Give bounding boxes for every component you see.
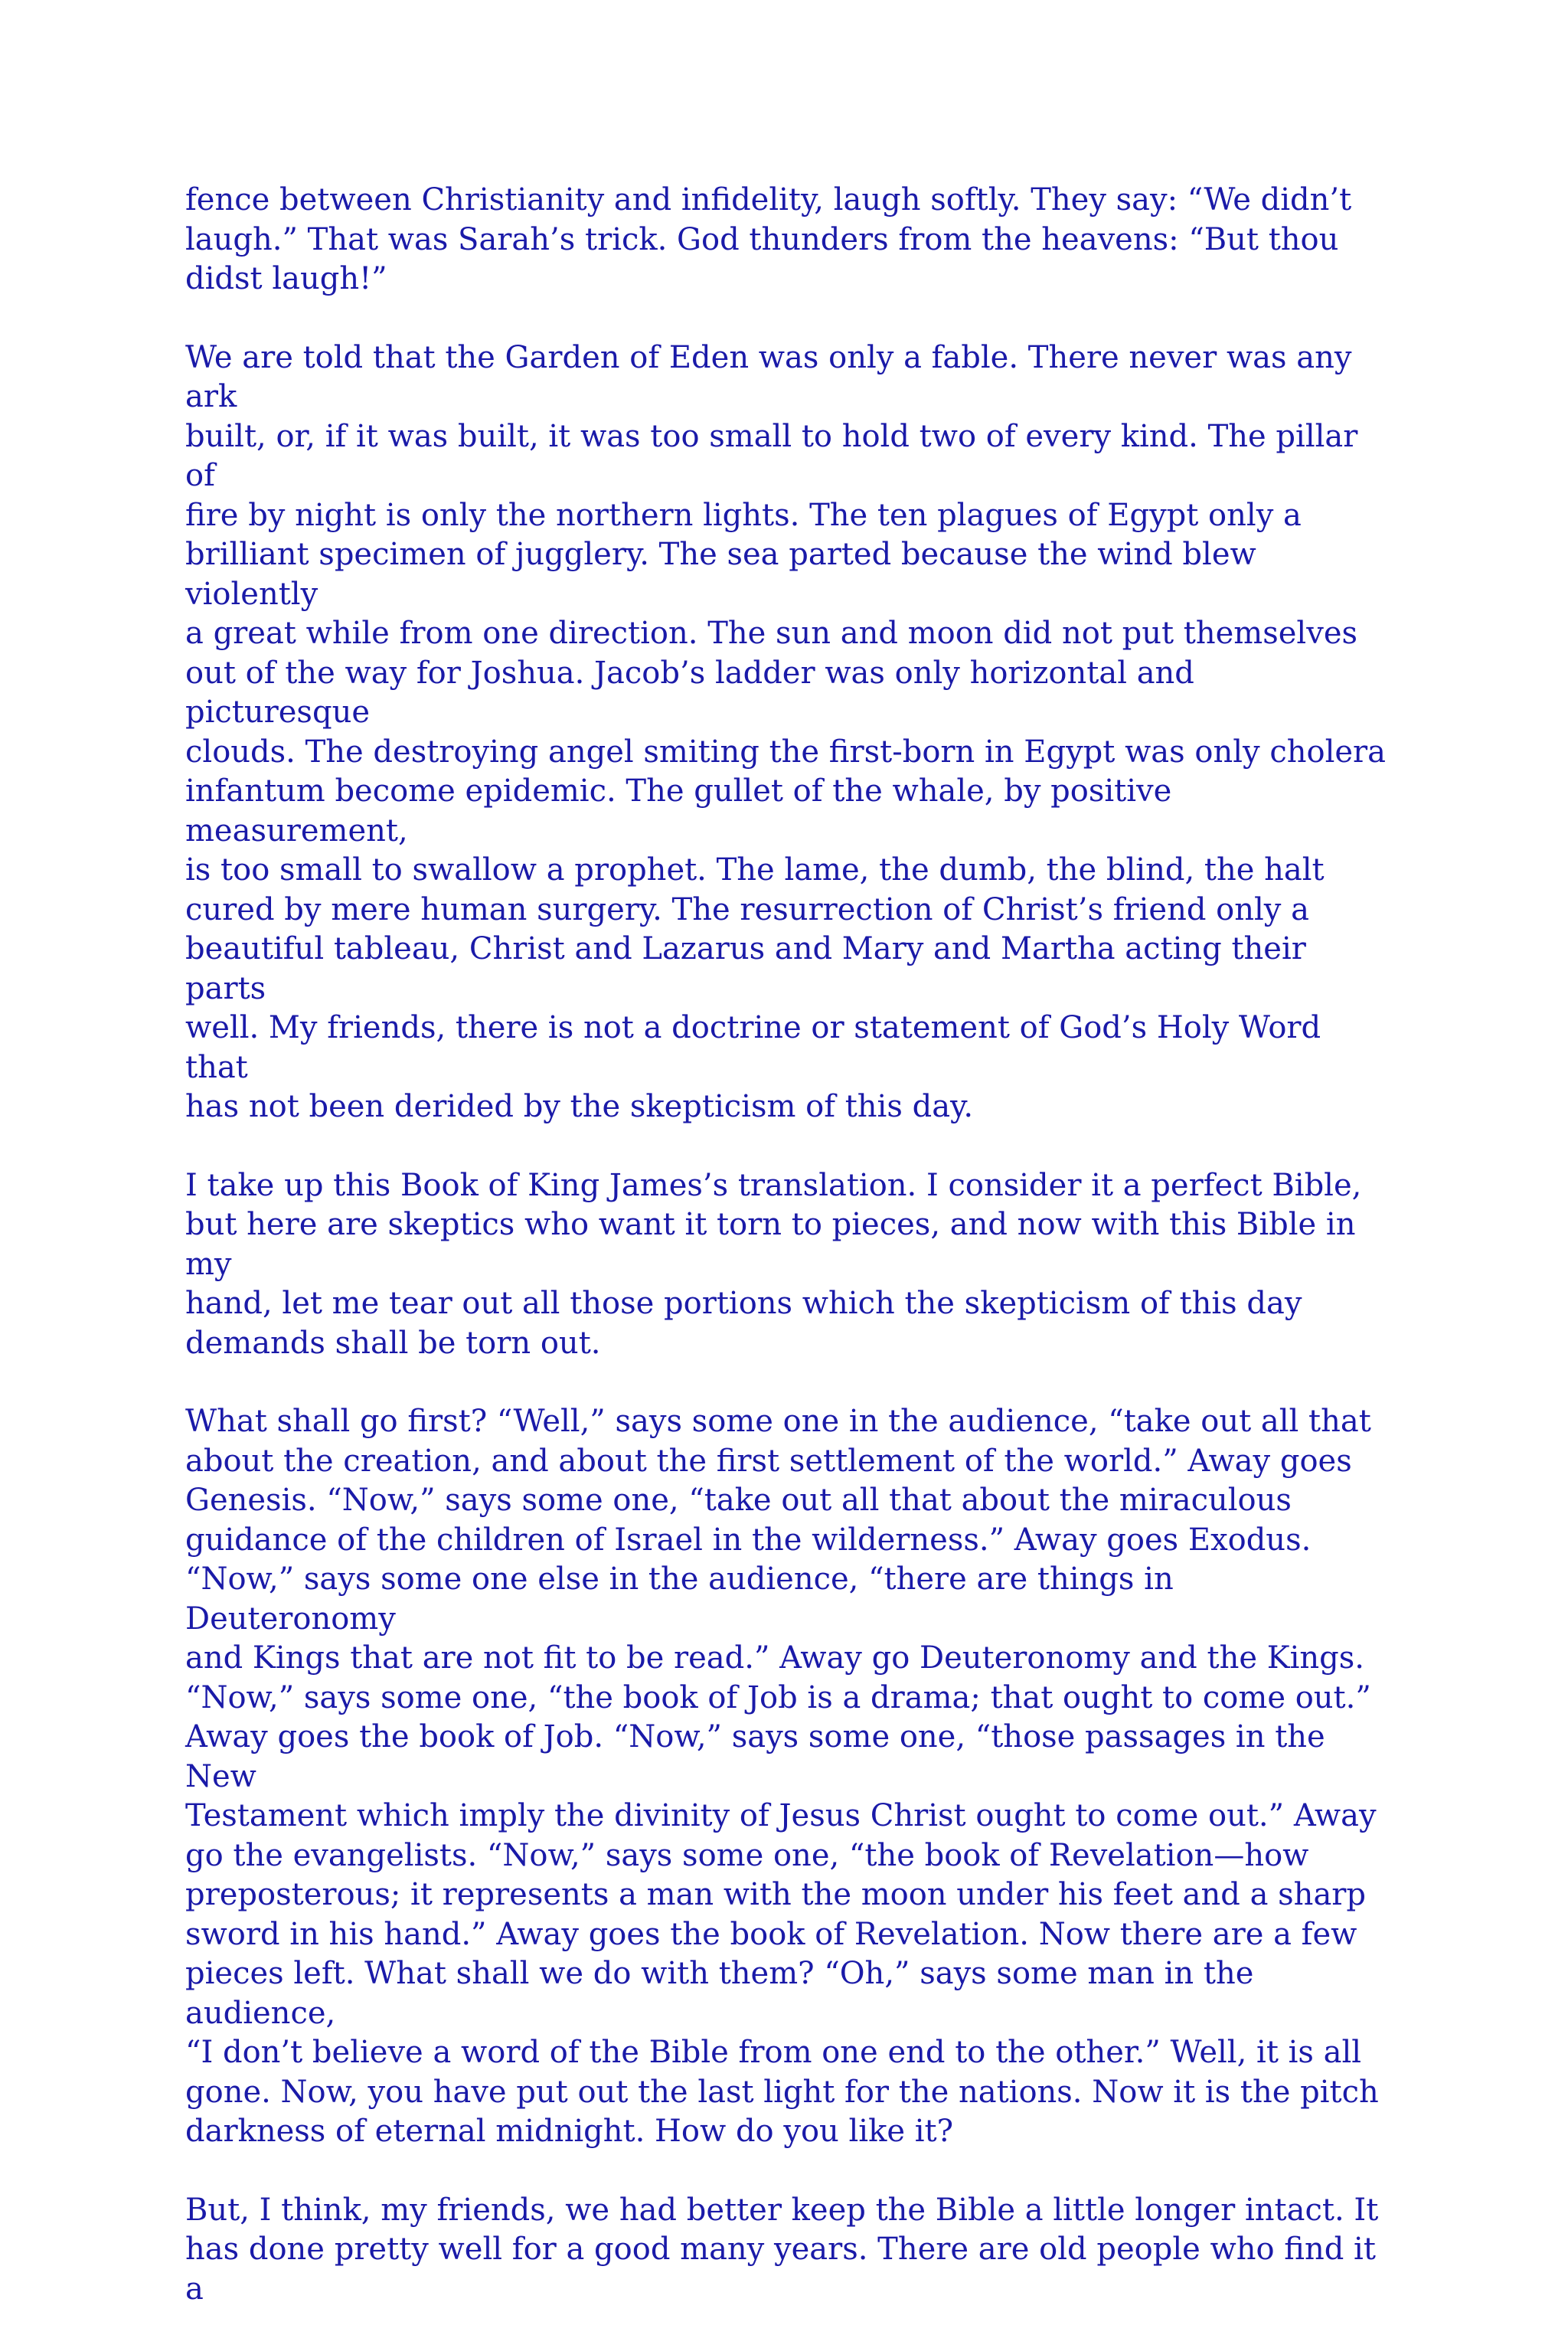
paragraph-5: But, I think, my friends, we had better keep the Bible a little longer intact. It has done pretty well for a good many years. There are old people who find it a xyxy=(185,2192,1379,2307)
paragraph-4: What shall go first? “Well,” says some one in the audience, “take out all that about the creation, and about the first settlement of the world.” Away goes Genesis. “Now,” says some one, “take out all that about the miraculous guidance of the children of Israel in the wilderness.” Away goes Exodus. “Now,” says some one else in the audience, “there are things in Deuteronomy and Kings that are not fit to be read.” Away go Deuteronomy and the Kings. “Now,” says some one, “the book of Job is a drama; that ought to come out.” Away goes the book of Job. “Now,” says some one, “those passages in the New Testament which imply the divinity of Jesus Christ ought to come out.” Away go the evangelists. “Now,” says some one, “the book of Revelation—how preposterous; it represents a man with the moon under his feet and a sharp sword in his hand.” Away goes the book of Revelation. Now there are a few pieces left. What shall we do with them? “Oh,” says some man in the audience, “I don’t believe a word of the Bible from one end to the other.” Well, it is all gone. Now, you have put out the last light for the nations. Now it is the pitch darkness of eternal midnight. How do you like it? xyxy=(185,1404,1379,2149)
document-page xyxy=(185,181,1387,2348)
paragraph-1: fence between Christianity and infidelity, laugh softly. They say: “We didn’t laugh.” That was Sarah’s trick. God thunders from the heavens: “But thou didst laugh!” xyxy=(185,182,1352,296)
paragraph-3: I take up this Book of King James’s translation. I consider it a perfect Bible, but here are skeptics who want it torn to pieces, and now with this Bible in my hand, let me tear out all those portions which the skepticism of this day demands shall be torn out. xyxy=(185,1167,1362,1361)
paragraph-2: We are told that the Garden of Eden was only a fable. There never was any ark built, or, if it was built, it was too small to hold two of every kind. The pillar of fire by night is only the northern lights. The ten plagues of Egypt only a brilliant specimen of jugglery. The sea parted because the wind blew violently a great while from one direction. The sun and moon did not put themselves out of the way for Joshua. Jacob’s ladder was only horizontal and picturesque clouds. The destroying angel smiting the first-born in Egypt was only cholera infantum become epidemic. The gullet of the whale, by positive measurement, is too small to swallow a prophet. The lame, the dumb, the blind, the halt cured by mere human surgery. The resurrection of Christ’s friend only a beautiful tableau, Christ and Lazarus and Mary and Martha acting their parts well. My friends, there is not a doctrine or statement of God’s Holy Word that has not been derided by the skepticism of this day. xyxy=(185,339,1387,1124)
